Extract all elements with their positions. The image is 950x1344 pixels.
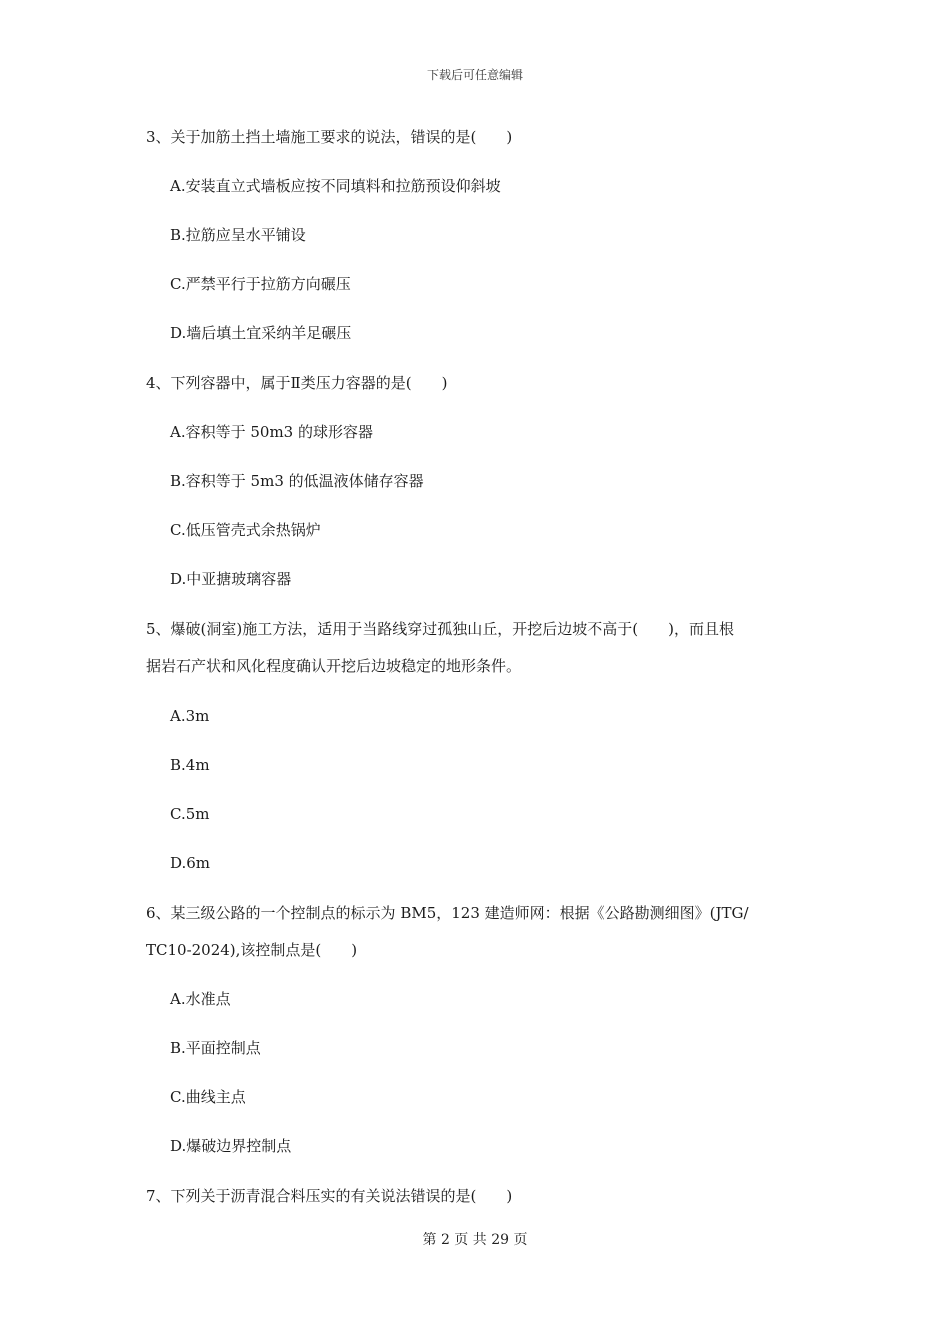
question-3-option-c: C.严禁平行于拉筋方向碾压 — [170, 275, 351, 293]
question-4-option-b: B.容积等于 5m3 的低温液体储存容器 — [170, 472, 424, 490]
question-3-option-b: B.拉筋应呈水平铺设 — [170, 226, 306, 244]
page-number: 第 2 页 共 29 页 — [422, 1232, 528, 1248]
question-4-stem: 4、下列容器中，属于Ⅱ类压力容器的是( ) — [146, 374, 448, 392]
question-5-option-b: B.4m — [170, 756, 210, 774]
question-4-option-c: C.低压管壳式余热锅炉 — [170, 521, 321, 539]
question-5-stem-line-1: 5、爆破(洞室)施工方法，适用于当路线穿过孤独山丘，开挖后边坡不高于( )，而且根 — [146, 620, 734, 638]
question-5-option-a: A.3m — [170, 707, 210, 725]
question-3-stem: 3、关于加筋土挡土墙施工要求的说法，错误的是( ) — [146, 128, 513, 146]
question-5-stem-line-2: 据岩石产状和风化程度确认开挖后边坡稳定的地形条件。 — [146, 657, 522, 675]
question-3-option-d: D.墙后填土宜采纳羊足碾压 — [170, 324, 352, 342]
question-6-stem-line-2: TC10-2024),该控制点是( ) — [146, 941, 358, 959]
question-6-option-b: B.平面控制点 — [170, 1039, 261, 1057]
question-6-stem-line-1: 6、某三级公路的一个控制点的标示为 BM5，123 建造师网：根据《公路勘测细图》(JTG/ — [146, 904, 749, 922]
question-5-option-c: C.5m — [170, 805, 210, 823]
question-4-option-a: A.容积等于 50m3 的球形容器 — [170, 423, 373, 441]
question-6-option-c: C.曲线主点 — [170, 1088, 246, 1106]
question-3-option-a: A.安装直立式墙板应按不同填料和拉筋预设仰斜坡 — [170, 177, 501, 195]
question-5-option-d: D.6m — [170, 854, 211, 872]
question-7-stem: 7、下列关于沥青混合料压实的有关说法错误的是( ) — [146, 1187, 513, 1205]
question-4-option-d: D.中亚搪玻璃容器 — [170, 570, 292, 588]
question-6-option-d: D.爆破边界控制点 — [170, 1137, 292, 1155]
page-header: 下载后可任意编辑 — [426, 68, 523, 82]
question-6-option-a: A.水准点 — [170, 990, 231, 1008]
